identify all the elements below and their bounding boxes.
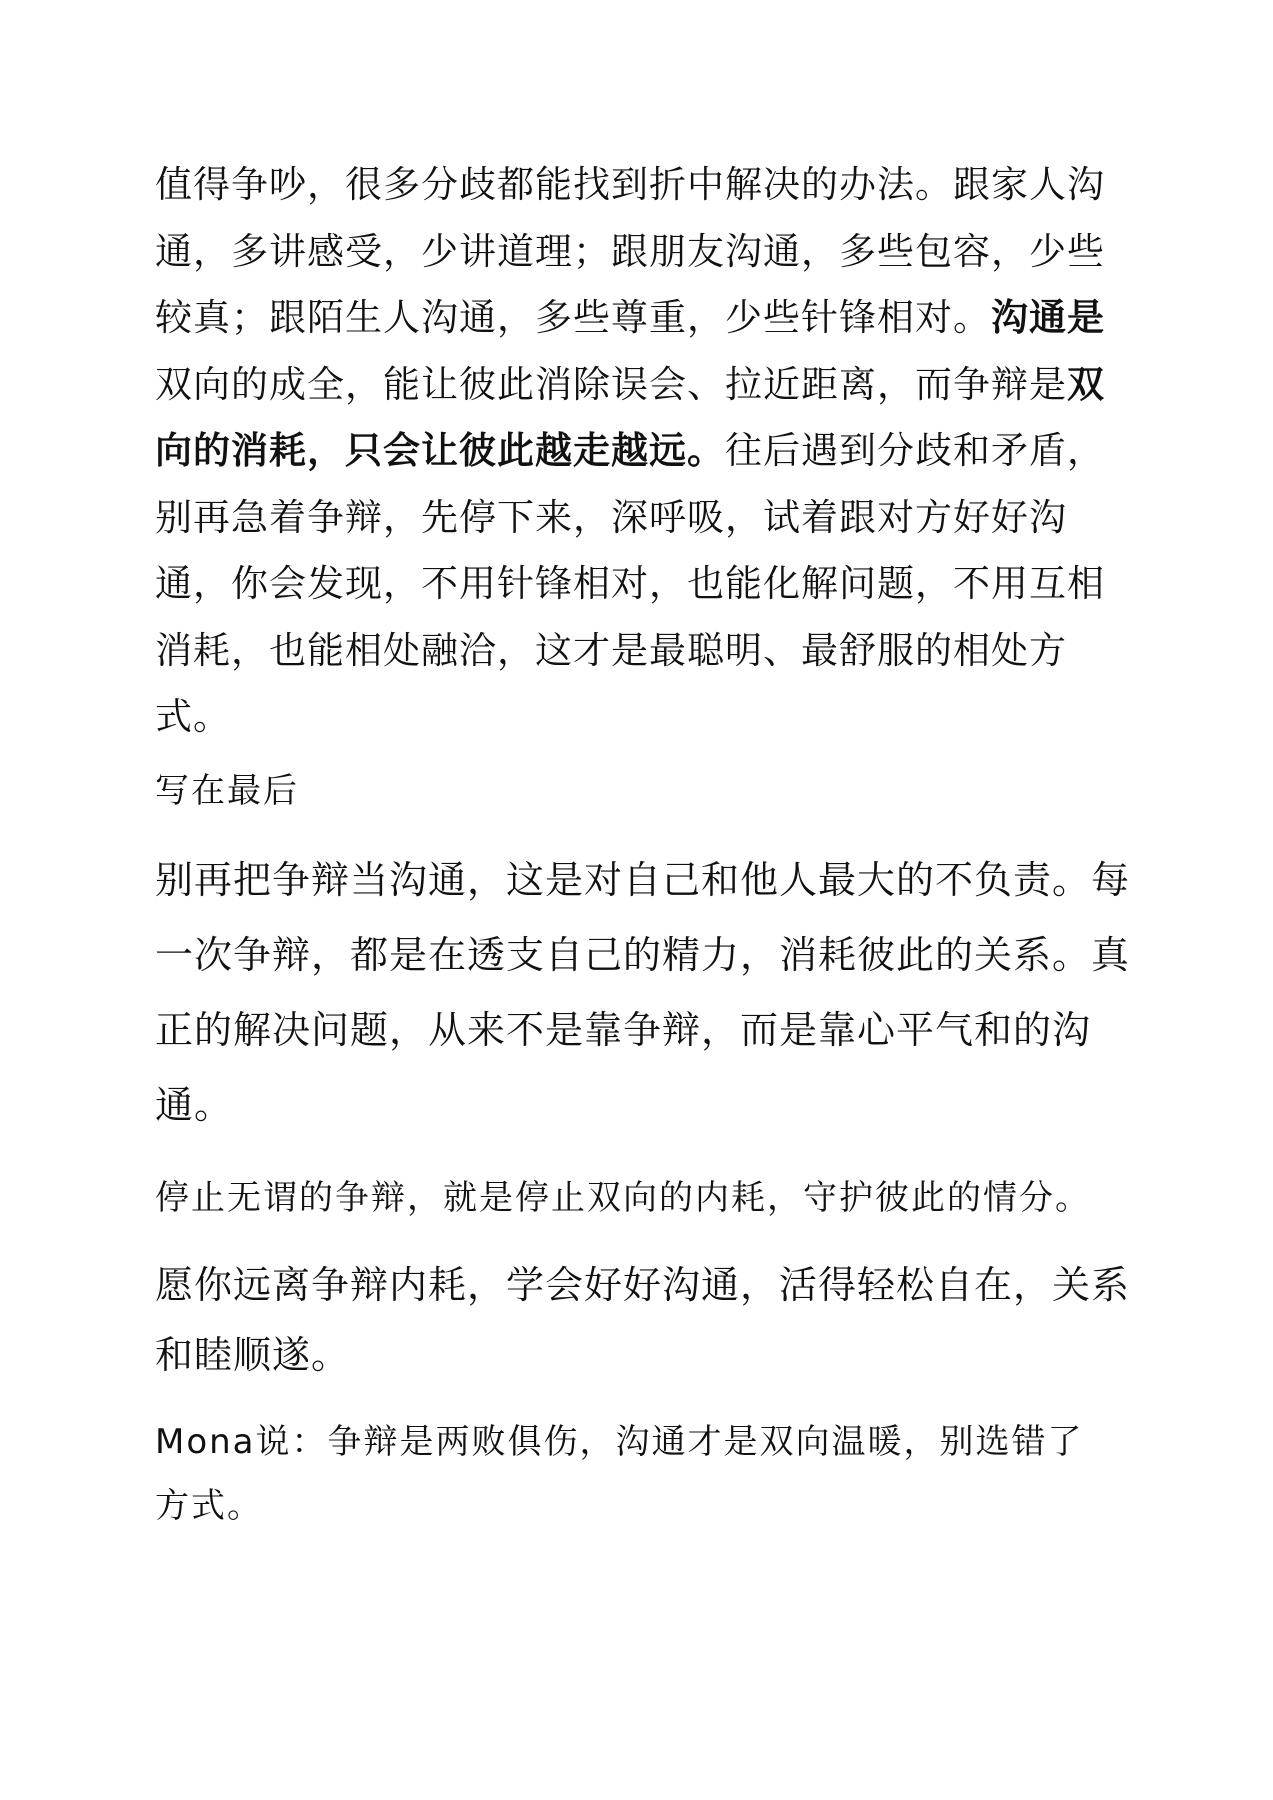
text-segment: 双向的成全，能让彼此消除误会、拉近距离，而争辩是 bbox=[155, 362, 1067, 406]
paragraph-closing: 别再把争辩当沟通，这是对自己和他人最大的不负责。每一次争辩，都是在透支自己的精力，消耗彼此的关系。真正的解决问题，从来不是靠争辩，而是靠心平气和的沟通。 bbox=[155, 857, 1131, 1127]
article-body bbox=[155, 152, 1130, 1538]
bold-segment: 双向的消耗，只会让彼此越走越远。 bbox=[155, 362, 1105, 472]
paragraph-stop-arguing: 停止无谓的争辩，就是停止双向的内耗，守护彼此的情分。 bbox=[155, 1177, 1091, 1218]
text-segment: 往后遇到分歧和矛盾，别再急着争辩，先停下来，深呼吸，试着跟对方好好沟通，你会发现，不用针锋相对，也能化解问题，不用互相消耗，也能相处融洽，这才是最聪明、最舒服的相处方式。 bbox=[155, 429, 1105, 738]
text-segment: 值得争吵，很多分歧都能找到折中解决的办法。跟家人沟通，多讲感受，少讲道理；跟朋友沟通，多些包容，少些较真；跟陌生人沟通，多些尊重，少些针锋相对。 bbox=[155, 163, 1105, 339]
section-heading: 写在最后 bbox=[155, 770, 299, 811]
paragraph-mona-says: Mona说：争辩是两败俱伤，沟通才是双向温暖，别选错了 方式。 bbox=[155, 1421, 1084, 1526]
bold-segment: 沟通是 bbox=[991, 296, 1105, 339]
paragraph-communication-advice bbox=[155, 152, 1130, 751]
paragraph-wish: 愿你远离争辩内耗，学会好好沟通，活得轻松自在，关系和睦顺遂。 bbox=[155, 1262, 1131, 1377]
